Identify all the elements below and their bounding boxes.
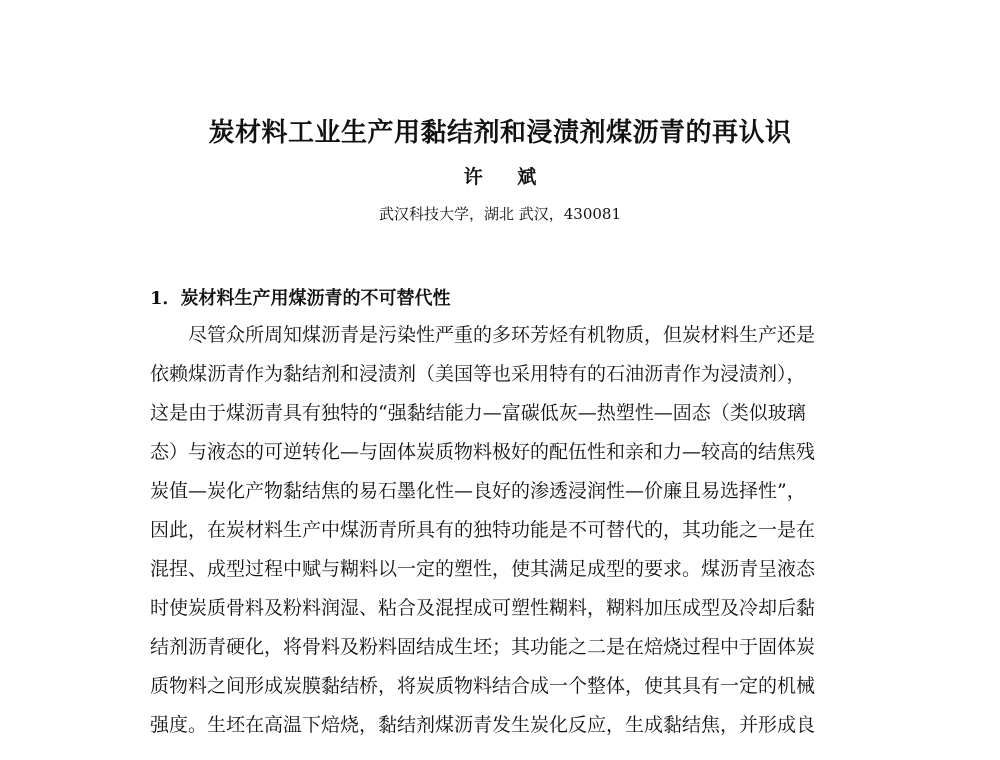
- paragraph-line: 结剂沥青硬化，将骨料及粉料固结成生坯；其功能之二是在焙烧过程中于固体炭: [150, 636, 816, 658]
- author-affiliation: 武汉科技大学，湖北 武汉，430081: [378, 205, 622, 223]
- paragraph-line: 时使炭质骨料及粉料润湿、粘合及混捏成可塑性糊料，糊料加压成型及冷却后黏: [150, 597, 816, 619]
- author-name: 许 斌: [463, 166, 551, 188]
- paragraph-line: 尽管众所周知煤沥青是污染性严重的多环芳烃有机物质，但炭材料生产还是: [188, 324, 816, 346]
- paragraph-line: 依赖煤沥青作为黏结剂和浸渍剂（美国等也采用特有的石油沥青作为浸渍剂），: [150, 363, 806, 385]
- paragraph-line: 强度。生坯在高温下焙烧，黏结剂煤沥青发生炭化反应，生成黏结焦，并形成良: [150, 714, 816, 736]
- paragraph-line: 这是由于煤沥青具有独特的“强黏结能力—富碳低灰—热塑性—固态（类似玻璃: [150, 402, 806, 424]
- body-paragraph: [150, 316, 850, 745]
- paragraph-line: 炭值—炭化产物黏结焦的易石墨化性—良好的渗透浸润性—价廉且易选择性”，: [150, 480, 806, 502]
- paper-title: 炭材料工业生产用黏结剂和浸渍剂煤沥青的再认识: [208, 118, 792, 148]
- paragraph-line: 混捏、成型过程中赋与糊料以一定的塑性，使其满足成型的要求。煤沥青呈液态: [150, 558, 816, 580]
- paragraph-line: 质物料之间形成炭膜黏结桥，将炭质物料结合成一个整体，使其具有一定的机械: [150, 675, 816, 697]
- section-heading: 1．炭材料生产用煤沥青的不可替代性: [150, 288, 451, 309]
- paragraph-line: 因此，在炭材料生产中煤沥青所具有的独特功能是不可替代的，其功能之一是在: [150, 519, 816, 541]
- paragraph-line: 态）与液态的可逆转化—与固体炭质物料极好的配伍性和亲和力—较高的结焦残: [150, 441, 816, 463]
